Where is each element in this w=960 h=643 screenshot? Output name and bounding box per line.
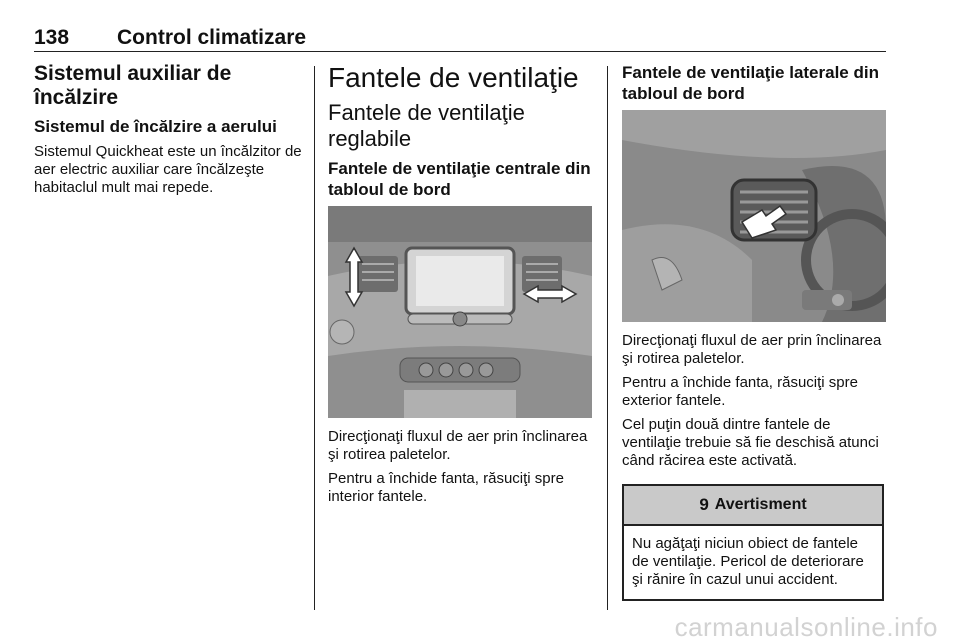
subheading-side-vents: Fantele de ventilaţie laterale din tabloul de bord [622,63,879,103]
column-2 [328,62,592,506]
column-divider-2 [607,66,608,610]
warning-box [622,484,884,601]
side-vents-direction-text: Direcţionaţi fluxul de aer prin înclinarea şi rotirea paletelor. [622,332,882,367]
subheading-air-heating: Sistemul de încălzire a aerului [34,117,277,136]
subheading-central-vents: Fantele de ventilaţie centrale din tabloul de bord [328,159,591,199]
quickheat-description: Sistemul Quickheat este un încălzitor de aer electric auxiliar care încălzeşte habitaclul mult mai repede. [34,143,302,196]
central-vents-direction-text: Direcţionaţi fluxul de aer prin înclinarea şi rotirea paletelor. [328,428,588,463]
side-vents-illustration [622,110,886,322]
side-vents-close-text: Pentru a închide fanta, răsuciţi spre exterior fantele. [622,374,858,409]
column-divider-1 [314,66,315,610]
side-vents-cooling-text: Cel puţin două dintre fantele de ventilaţie trebuie să fie deschisă atunci când răcirea este activată. [622,416,879,469]
watermark: carmanualsonline.info [674,612,938,642]
warning-header [624,486,882,526]
subheading-adjustable-vents: Fantele de ventilaţie reglabile [328,100,525,151]
column-1 [34,62,302,197]
section-heading-auxiliary-heating: Sistemul auxiliar de încălzire [34,62,232,109]
page-header [34,26,886,50]
warning-text: Nu agăţaţi niciun obiect de fantele de ventilaţie. Pericol de deteriorare şi rănire în cazul unui accident. [632,535,864,588]
warning-title: Avertisment [714,496,807,513]
chapter-title: Control climatizare [117,26,307,49]
column-3 [622,62,886,601]
warning-triangle-icon: 9 [699,495,709,514]
header-rule [34,51,886,52]
central-vents-close-text: Pentru a închide fanta, răsuciţi spre interior fantele. [328,470,564,505]
central-vents-illustration [328,206,592,418]
page-number: 138 [34,26,70,49]
section-heading-air-vents: Fantele de ventilaţie [328,62,579,93]
